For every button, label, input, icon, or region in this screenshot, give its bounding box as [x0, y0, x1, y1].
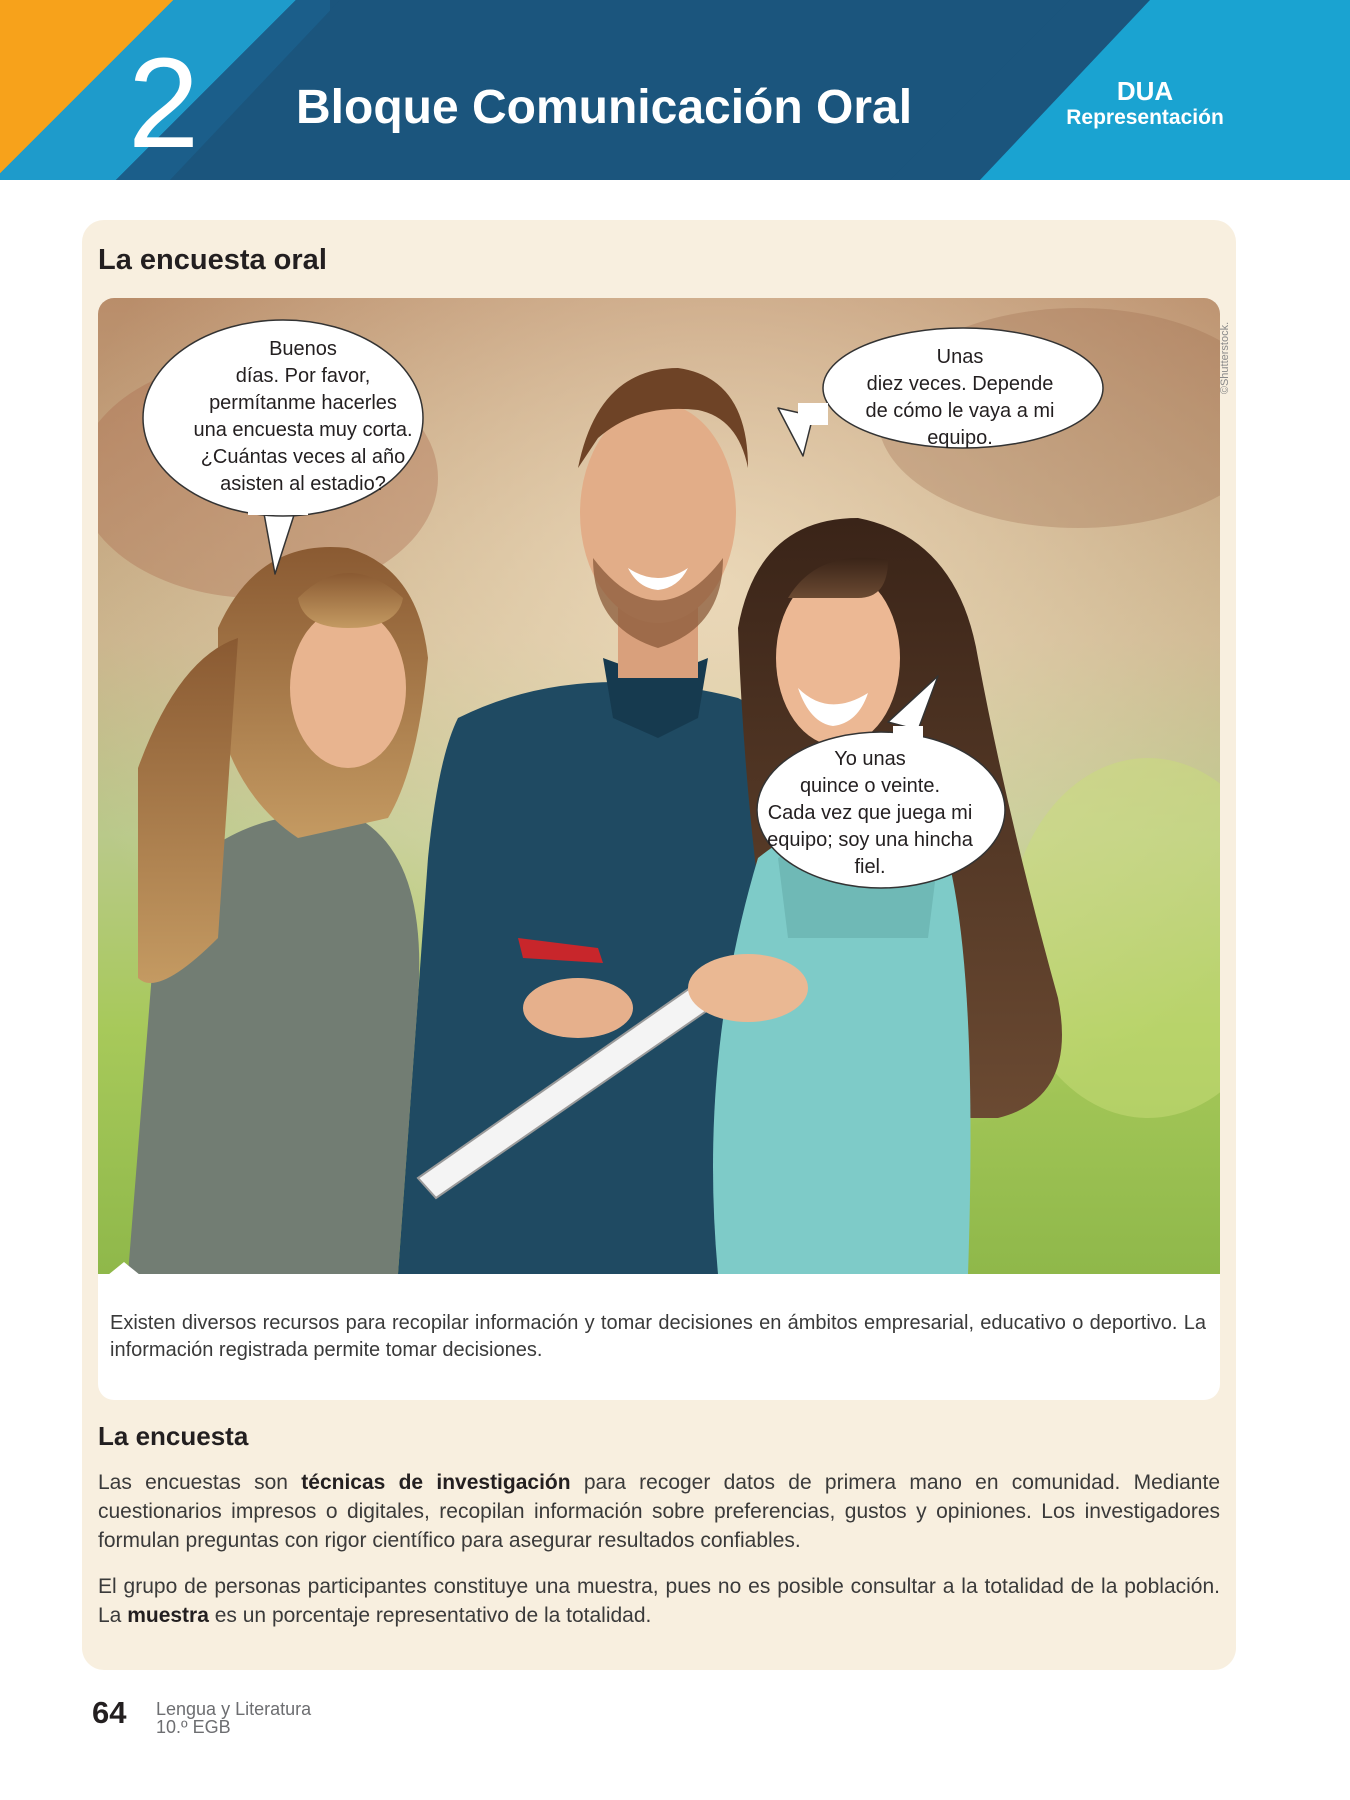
chapter-number: 2 — [128, 32, 198, 175]
dua-label: DUA — [1116, 76, 1174, 106]
page-number: 64 — [92, 1695, 127, 1730]
section-title: La encuesta oral — [98, 244, 327, 276]
bubble-line: ¿Cuántas veces al año — [200, 446, 406, 468]
bubble-line: días. Por favor, — [235, 365, 371, 387]
paragraph-text: El grupo de personas participantes constituye una muestra, pues no es posible consultar a la totalidad de la población. La — [98, 1575, 1220, 1627]
paragraph-definition — [98, 1468, 1220, 1555]
bubble-line: Cada vez que juega mi — [767, 802, 973, 824]
footer-grade: 10.º EGB — [156, 1717, 231, 1737]
image-credit — [1218, 315, 1232, 400]
caption-pointer — [108, 1262, 140, 1275]
subsection-title: La encuesta — [98, 1421, 249, 1451]
bubble-line: permítanme hacerles — [209, 392, 397, 414]
paragraph-text: Las encuestas son — [98, 1471, 302, 1494]
bubble-line: Buenos — [269, 338, 337, 360]
bubble-line: Unas — [936, 346, 984, 368]
bubble-line: diez veces. Depende — [866, 373, 1054, 395]
bubble-line: equipo; soy una hincha — [767, 829, 973, 851]
photo-caption: Existen diversos recursos para recopilar información y tomar decisiones en ámbitos empresarial, educativo o deportivo. La información registrada permite tomar decisiones. — [110, 1312, 1206, 1361]
bubble-line: asisten al estadio? — [220, 473, 386, 495]
bubble-line: quince o veinte. — [799, 775, 941, 797]
photo-card — [98, 298, 1220, 1400]
bubble-line: de cómo le vaya a mi — [865, 400, 1055, 422]
paragraph-text: es un porcentaje representativo de la totalidad. — [208, 1604, 652, 1627]
chapter-header — [0, 0, 1350, 180]
dua-subtitle: Representación — [1066, 106, 1224, 130]
bubble-line: una encuesta muy corta. — [193, 419, 413, 441]
footer-subject: Lengua y Literatura — [156, 1699, 312, 1719]
speech-bubble-interviewer — [158, 336, 448, 498]
image-credit-text: ©Shutterstock. — [1219, 321, 1231, 394]
speech-bubble-man — [830, 344, 1090, 452]
bubble-line: fiel. — [854, 856, 886, 878]
bubble-line: equipo. — [927, 427, 993, 449]
paragraph-bold-term: técnicas de investigación — [301, 1471, 571, 1494]
paragraph-text: para recoger datos de primera mano en comunidad. Mediante cuestionarios impresos o digitales, recopilan información sobre preferencias, gustos y opiniones. Los investigadores formulan preguntas con rigor científico para asegurar resultados confiables. — [98, 1471, 1220, 1552]
paragraph-bold-term: muestra — [127, 1604, 209, 1627]
survey-photo — [98, 298, 1220, 1274]
bubble-line: Yo unas — [834, 748, 906, 770]
paragraph-sample — [98, 1572, 1220, 1630]
block-title: Bloque Comunicación Oral — [296, 81, 913, 134]
speech-bubble-woman — [750, 746, 990, 881]
dua-badge — [1040, 78, 1250, 130]
